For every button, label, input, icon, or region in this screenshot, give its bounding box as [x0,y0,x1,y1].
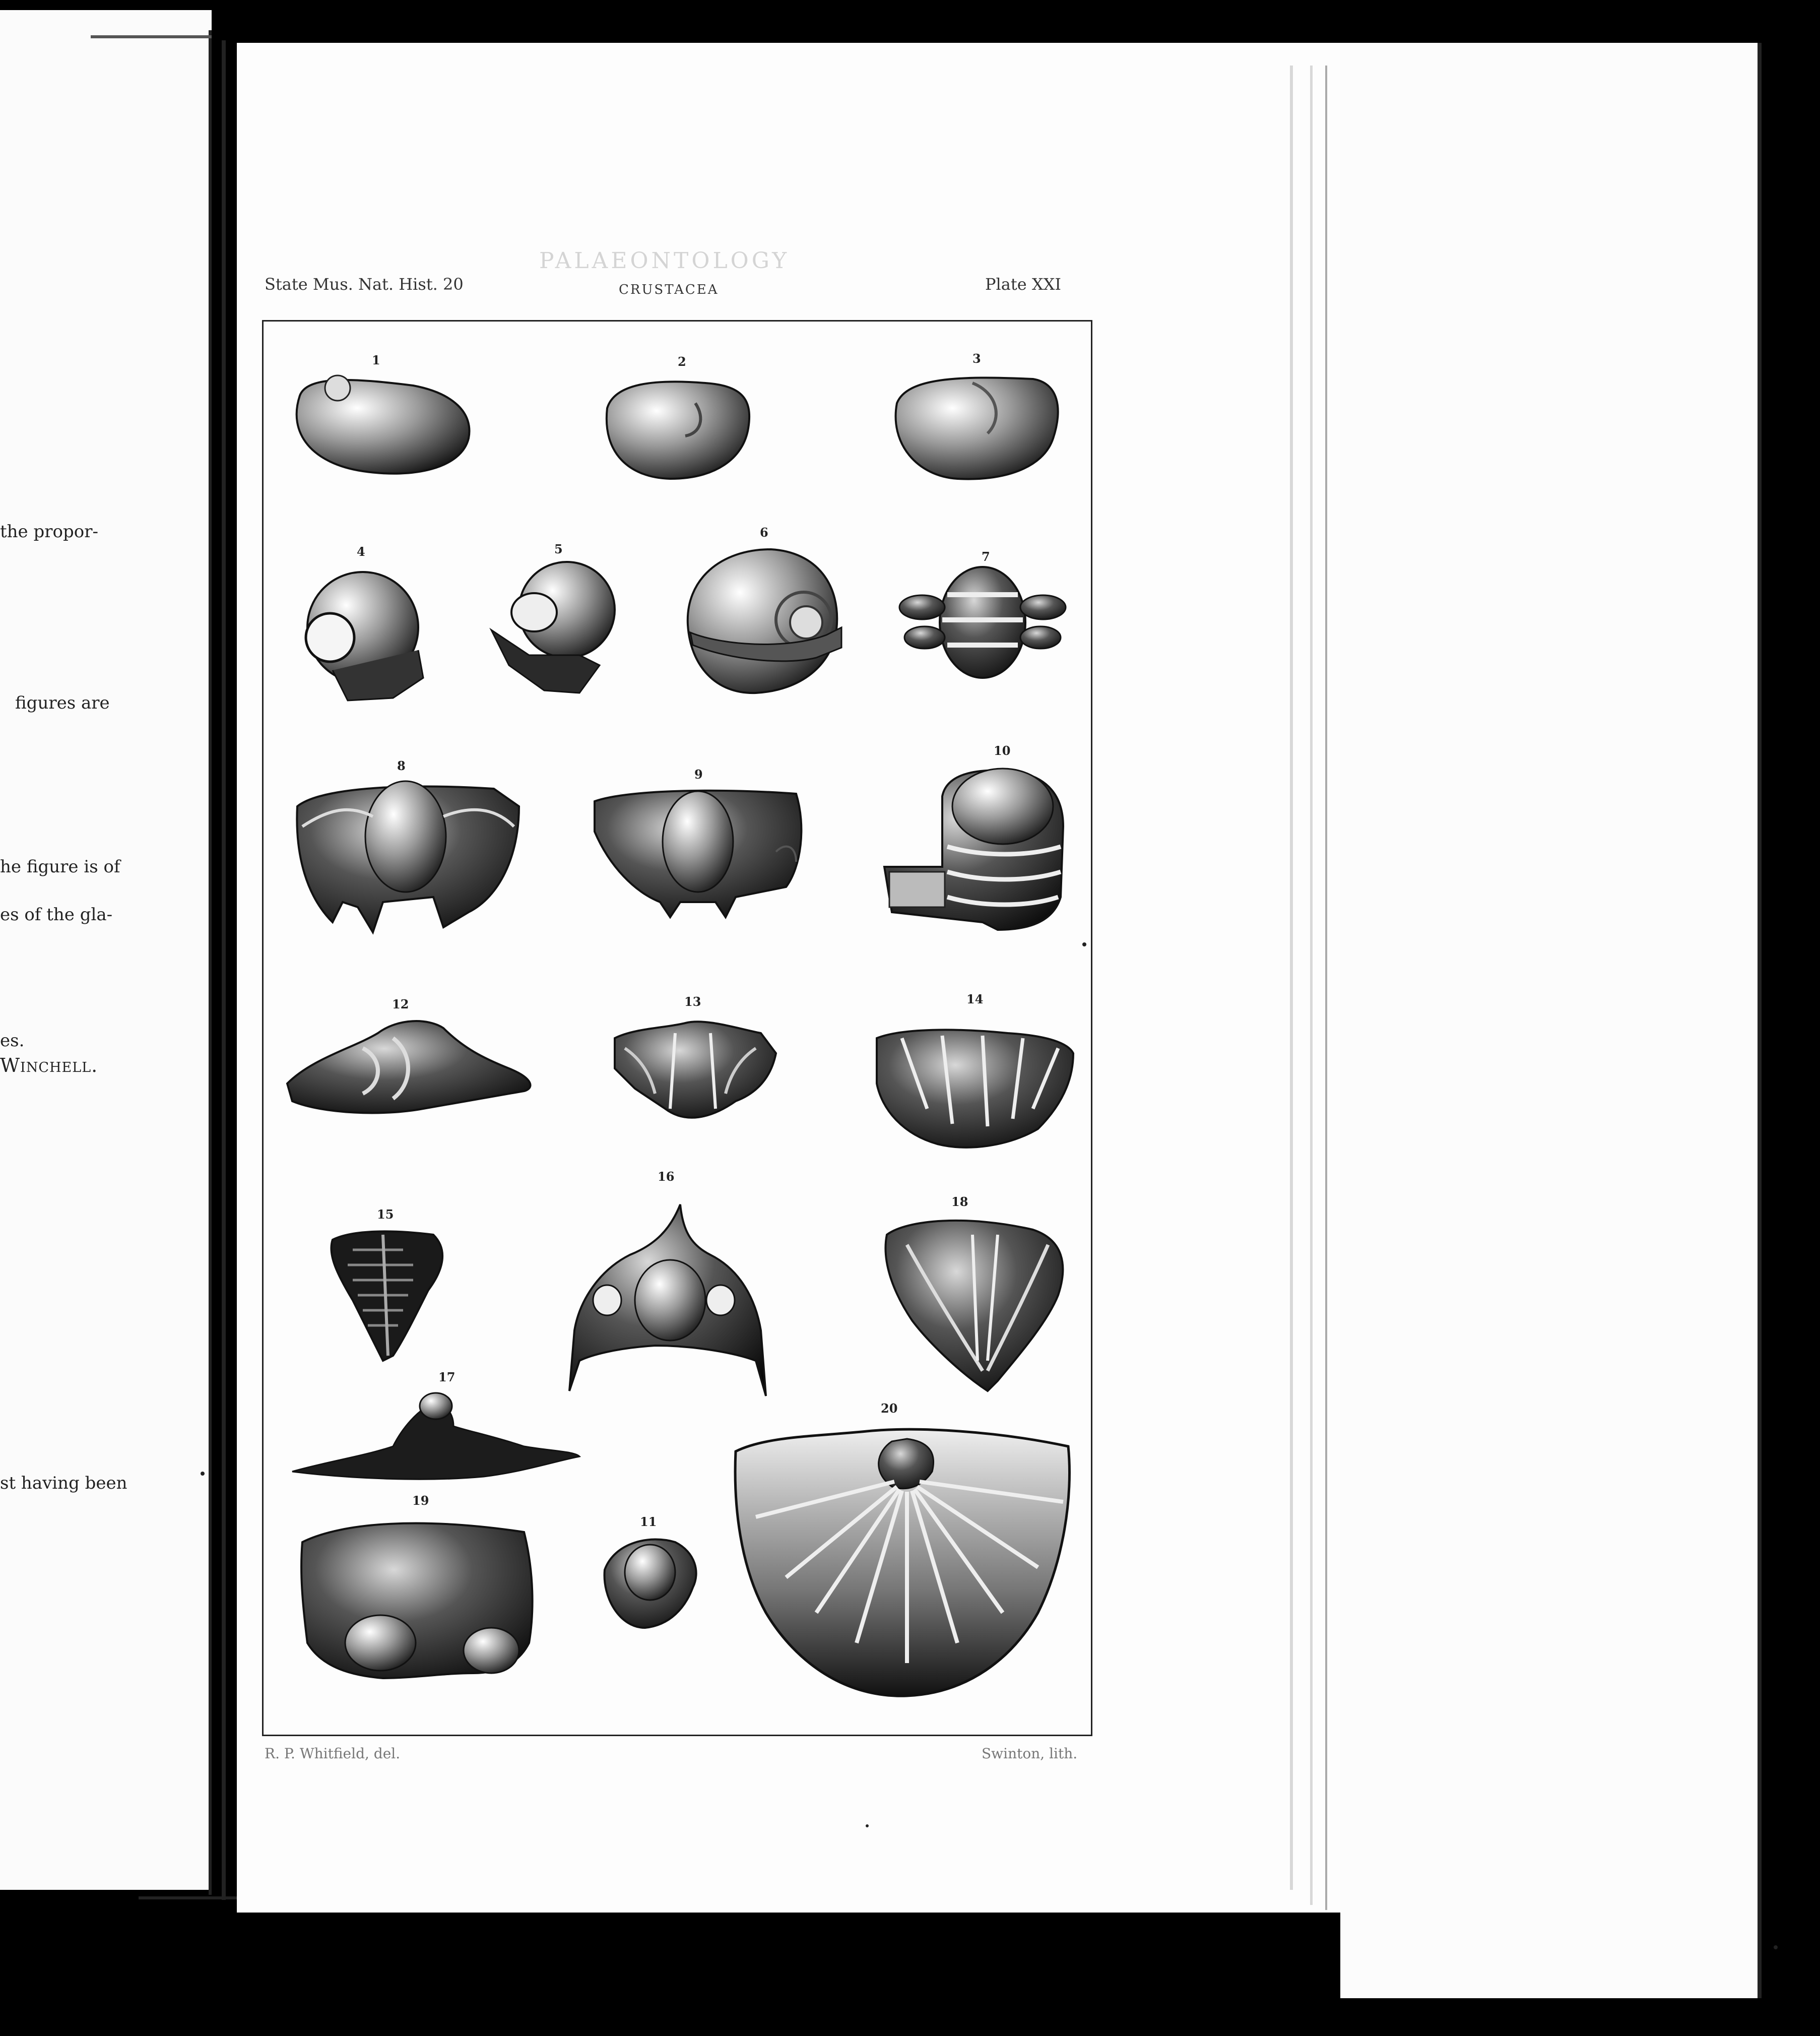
figure-1 [297,375,470,474]
show-through-title: PALAEONTOLOGY [539,248,790,274]
figure-number: 15 [377,1207,394,1222]
figure-17 [292,1393,579,1479]
figure-10 [884,769,1063,930]
plate-header-series: State Mus. Nat. Hist. 20 [265,275,464,294]
author-signature: Winchell. [0,1054,98,1076]
left-text-fragment: es of the gla- [0,905,113,925]
figure-3 [896,377,1058,479]
figure-number: 2 [678,354,686,369]
left-text-fragment: figures are [15,693,110,713]
figure-number: 19 [412,1493,429,1508]
figure-6 [688,549,841,693]
figure-number: 17 [438,1370,456,1384]
figure-19 [301,1523,533,1678]
ink-speck [201,1472,205,1476]
figure-number: 6 [760,525,768,540]
figure-5 [491,562,615,693]
figure-number: 7 [982,549,990,564]
figure-13 [615,1022,776,1117]
figure-number: 14 [966,992,984,1006]
figure-number: 12 [392,997,409,1011]
figure-2 [607,381,749,479]
figure-number: 4 [357,544,365,559]
figure-7 [899,567,1066,678]
left-text-fragment: st having been [0,1473,127,1493]
left-text-fragment: he figure is of [0,857,120,877]
figure-16 [569,1204,766,1396]
figure-4 [306,572,423,701]
figure-number: 8 [397,758,406,773]
figure-number: 10 [994,743,1011,758]
left-text-fragment: the propor- [0,522,98,542]
figure-9 [595,791,801,917]
figure-number: 3 [972,351,981,366]
ink-speck [1774,1945,1778,1949]
ink-speck [866,1824,869,1827]
figure-number: 5 [554,542,563,556]
ink-speck [1082,942,1086,946]
figure-number: 11 [640,1514,657,1529]
figure-number: 1 [372,353,380,367]
figure-12 [287,1021,530,1113]
figure-15 [331,1231,442,1361]
figure-number: 13 [684,994,701,1009]
left-text-fragment: es. [0,1031,25,1051]
plate-number: Plate XXI [985,275,1062,294]
lithographer-credit: Swinton, lith. [982,1745,1078,1762]
figure-11 [605,1540,696,1628]
figure-number: 20 [881,1401,898,1416]
figure-20 [735,1429,1069,1696]
figure-18 [885,1221,1063,1391]
figure-number: 9 [694,767,703,782]
artist-credit: R. P. Whitfield, del. [265,1745,401,1762]
plate-header-title: CRUSTACEA [619,282,719,297]
figure-8 [297,781,519,932]
figure-14 [877,1030,1073,1147]
figure-number: 16 [658,1169,675,1184]
figure-number: 18 [951,1194,968,1209]
